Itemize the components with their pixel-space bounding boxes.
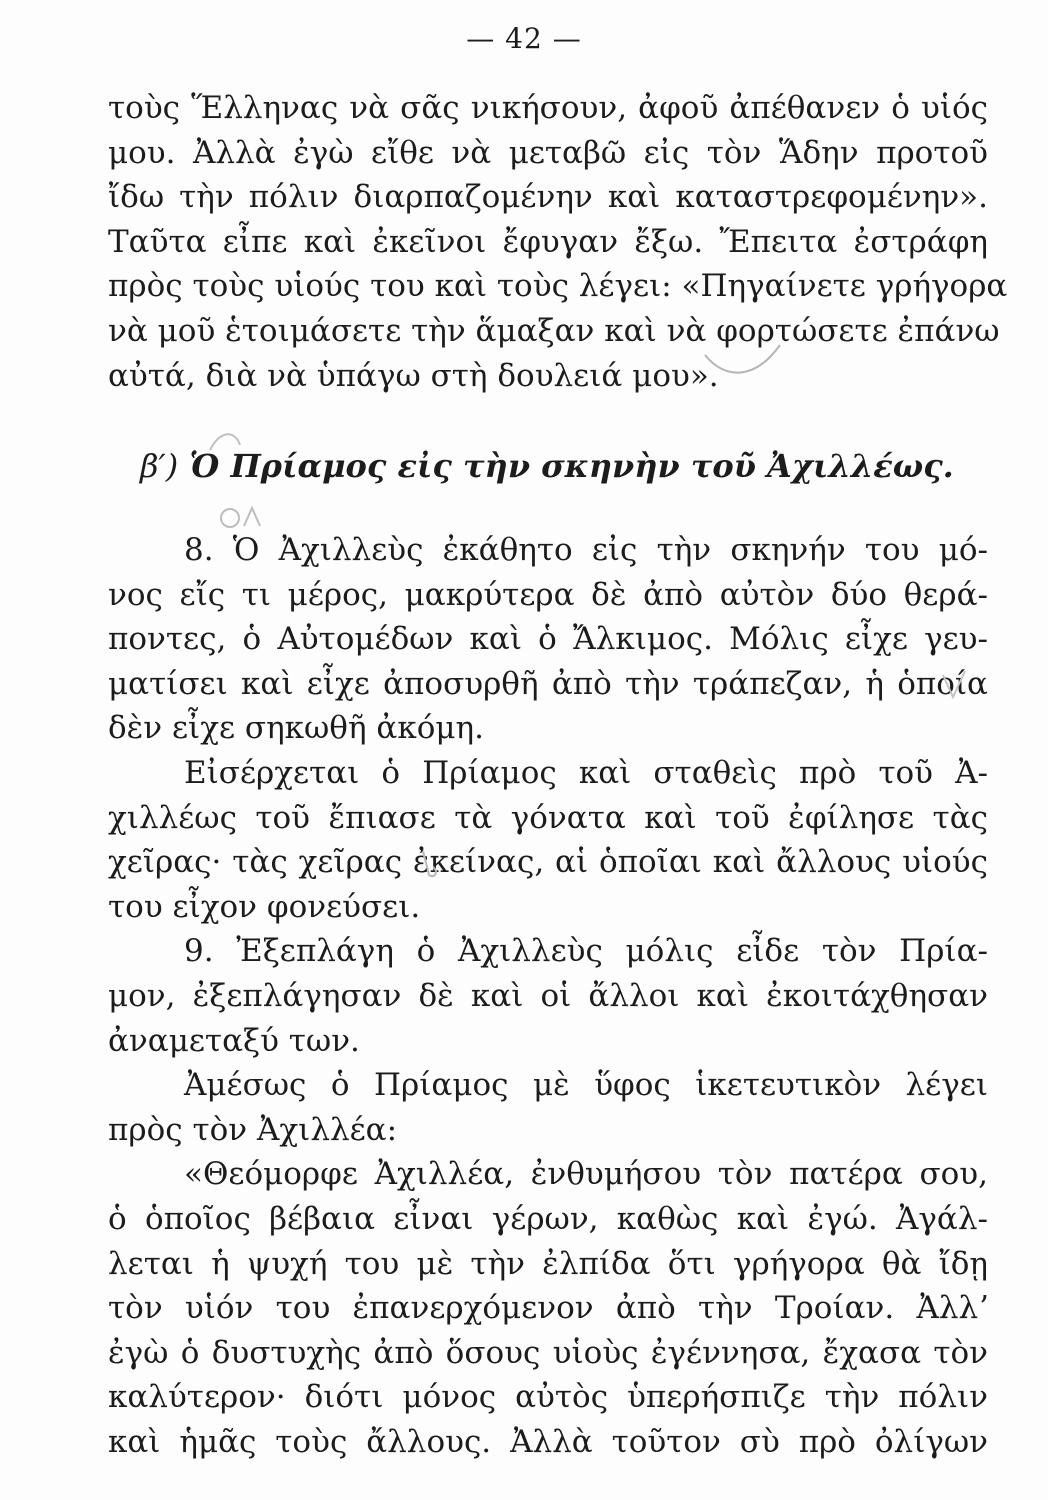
text-line: ἐγὼ ὁ δυστυχὴς ἀπὸ ὅσους υἱοὺς ἐγέννησα, ἔχασα τὸν (108, 1334, 988, 1371)
text-line: πρὸς τὸν Ἀχιλλέα: (108, 1111, 398, 1148)
text-line: ἴδω τὴν πόλιν διαρπαζομένην καὶ καταστρεφομένην». (108, 179, 988, 216)
text-block-bottom (108, 528, 988, 1464)
text-line: δὲν εἶχε σηκωθῆ ἀκόμη. (108, 710, 484, 747)
text-line: καὶ ἡμᾶς τοὺς ἄλλους. Ἀλλὰ τοῦτον σὺ πρὸ ὀλίγων (108, 1423, 988, 1460)
text-line: ὁ ὁποῖος βέβαια εἶναι γέρων, καθὼς καὶ ἐγώ. Ἀγάλ- (108, 1200, 988, 1237)
section-number: β′) (140, 447, 179, 485)
text-block-top (108, 86, 1008, 398)
text-line: μον, ἐξεπλάγησαν δὲ καὶ οἱ ἄλλοι καὶ ἐκοιτάχθησαν (108, 977, 988, 1014)
text-line: λεται ἡ ψυχή του μὲ τὴν ἐλπίδα ὅτι γρήγορα θὰ ἴδῃ (108, 1245, 988, 1282)
paragraph-start-line: Εἰσέρχεται ὁ Πρίαμος καὶ σταθεὶς πρὸ τοῦ Ἀ- (184, 754, 988, 791)
text-line: χιλλέως τοῦ ἔπιασε τὰ γόνατα καὶ τοῦ ἐφίλησε τὰς (108, 799, 988, 836)
text-line: νὰ μοῦ ἑτοιμάσετε τὴν ἅμαξαν καὶ νὰ φορτώσετε ἐπάνω (108, 312, 1000, 349)
text-line: καλύτερον· διότι μόνος αὐτὸς ὑπερήσπιζε τὴν πόλιν (108, 1379, 988, 1416)
text-line: πρὸς τοὺς υἱούς του καὶ τοὺς λέγει: «Πηγαίνετε γρήγορα (108, 268, 1008, 305)
section-heading (140, 447, 954, 485)
text-line: τὸν υἱόν του ἐπανερχόμενον ἀπὸ τὴν Τροίαν. Ἀλλʼ (108, 1290, 988, 1327)
paragraph-start-line: 8. Ὁ Ἀχιλλεὺς ἐκάθητο εἰς τὴν σκηνήν του μό- (184, 532, 988, 568)
page-number: — 42 — (466, 22, 582, 55)
text-line: τοὺς Ἕλληνας νὰ σᾶς νικήσουν, ἀφοῦ ἀπέθανεν ὁ υἱός (108, 90, 988, 126)
paragraph-start-line: Ἀμέσως ὁ Πρίαμος μὲ ὕφος ἱκετευτικὸν λέγει (184, 1067, 988, 1104)
text-line: χεῖρας· τὰς χεῖρας ἐκείνας, αἱ ὁποῖαι καὶ ἄλλους υἱούς (108, 844, 988, 881)
paragraph-start-line: «Θεόμορφε Ἀχιλλέα, ἐνθυμήσου τὸν πατέρα σου, (184, 1156, 988, 1193)
text-line: του εἶχον φονεύσει. (108, 888, 421, 925)
text-line: μου. Ἀλλὰ ἐγὼ εἴθε νὰ μεταβῶ εἰς τὸν Ἅδην προτοῦ (108, 134, 988, 171)
text-line: ποντες, ὁ Αὐτομέδων καὶ ὁ Ἄλκιμος. Μόλις εἶχε γευ- (108, 621, 988, 658)
text-line: Ταῦτα εἶπε καὶ ἐκεῖνοι ἔφυγαν ἔξω. Ἔπειτα ἐστράφη (108, 223, 988, 260)
text-line: νος εἴς τι μέρος, μακρύτερα δὲ ἀπὸ αὐτὸν δύο θερά- (108, 576, 988, 613)
text-line: ματίσει καὶ εἶχε ἀποσυρθῆ ἀπὸ τὴν τράπεζαν, ἡ ὁποία (108, 665, 988, 702)
text-line: αὐτά, διὰ νὰ ὑπάγω στὴ δουλειά μου». (108, 357, 719, 394)
paragraph-start-line: 9. Ἐξεπλάγη ὁ Ἀχιλλεὺς μόλις εἶδε τὸν Πρία- (184, 933, 988, 970)
section-title: Ὁ Πρίαμος εἰς τὴν σκηνὴν τοῦ Ἀχιλλέως. (189, 447, 954, 485)
text-line: ἀναμεταξύ των. (108, 1022, 360, 1059)
